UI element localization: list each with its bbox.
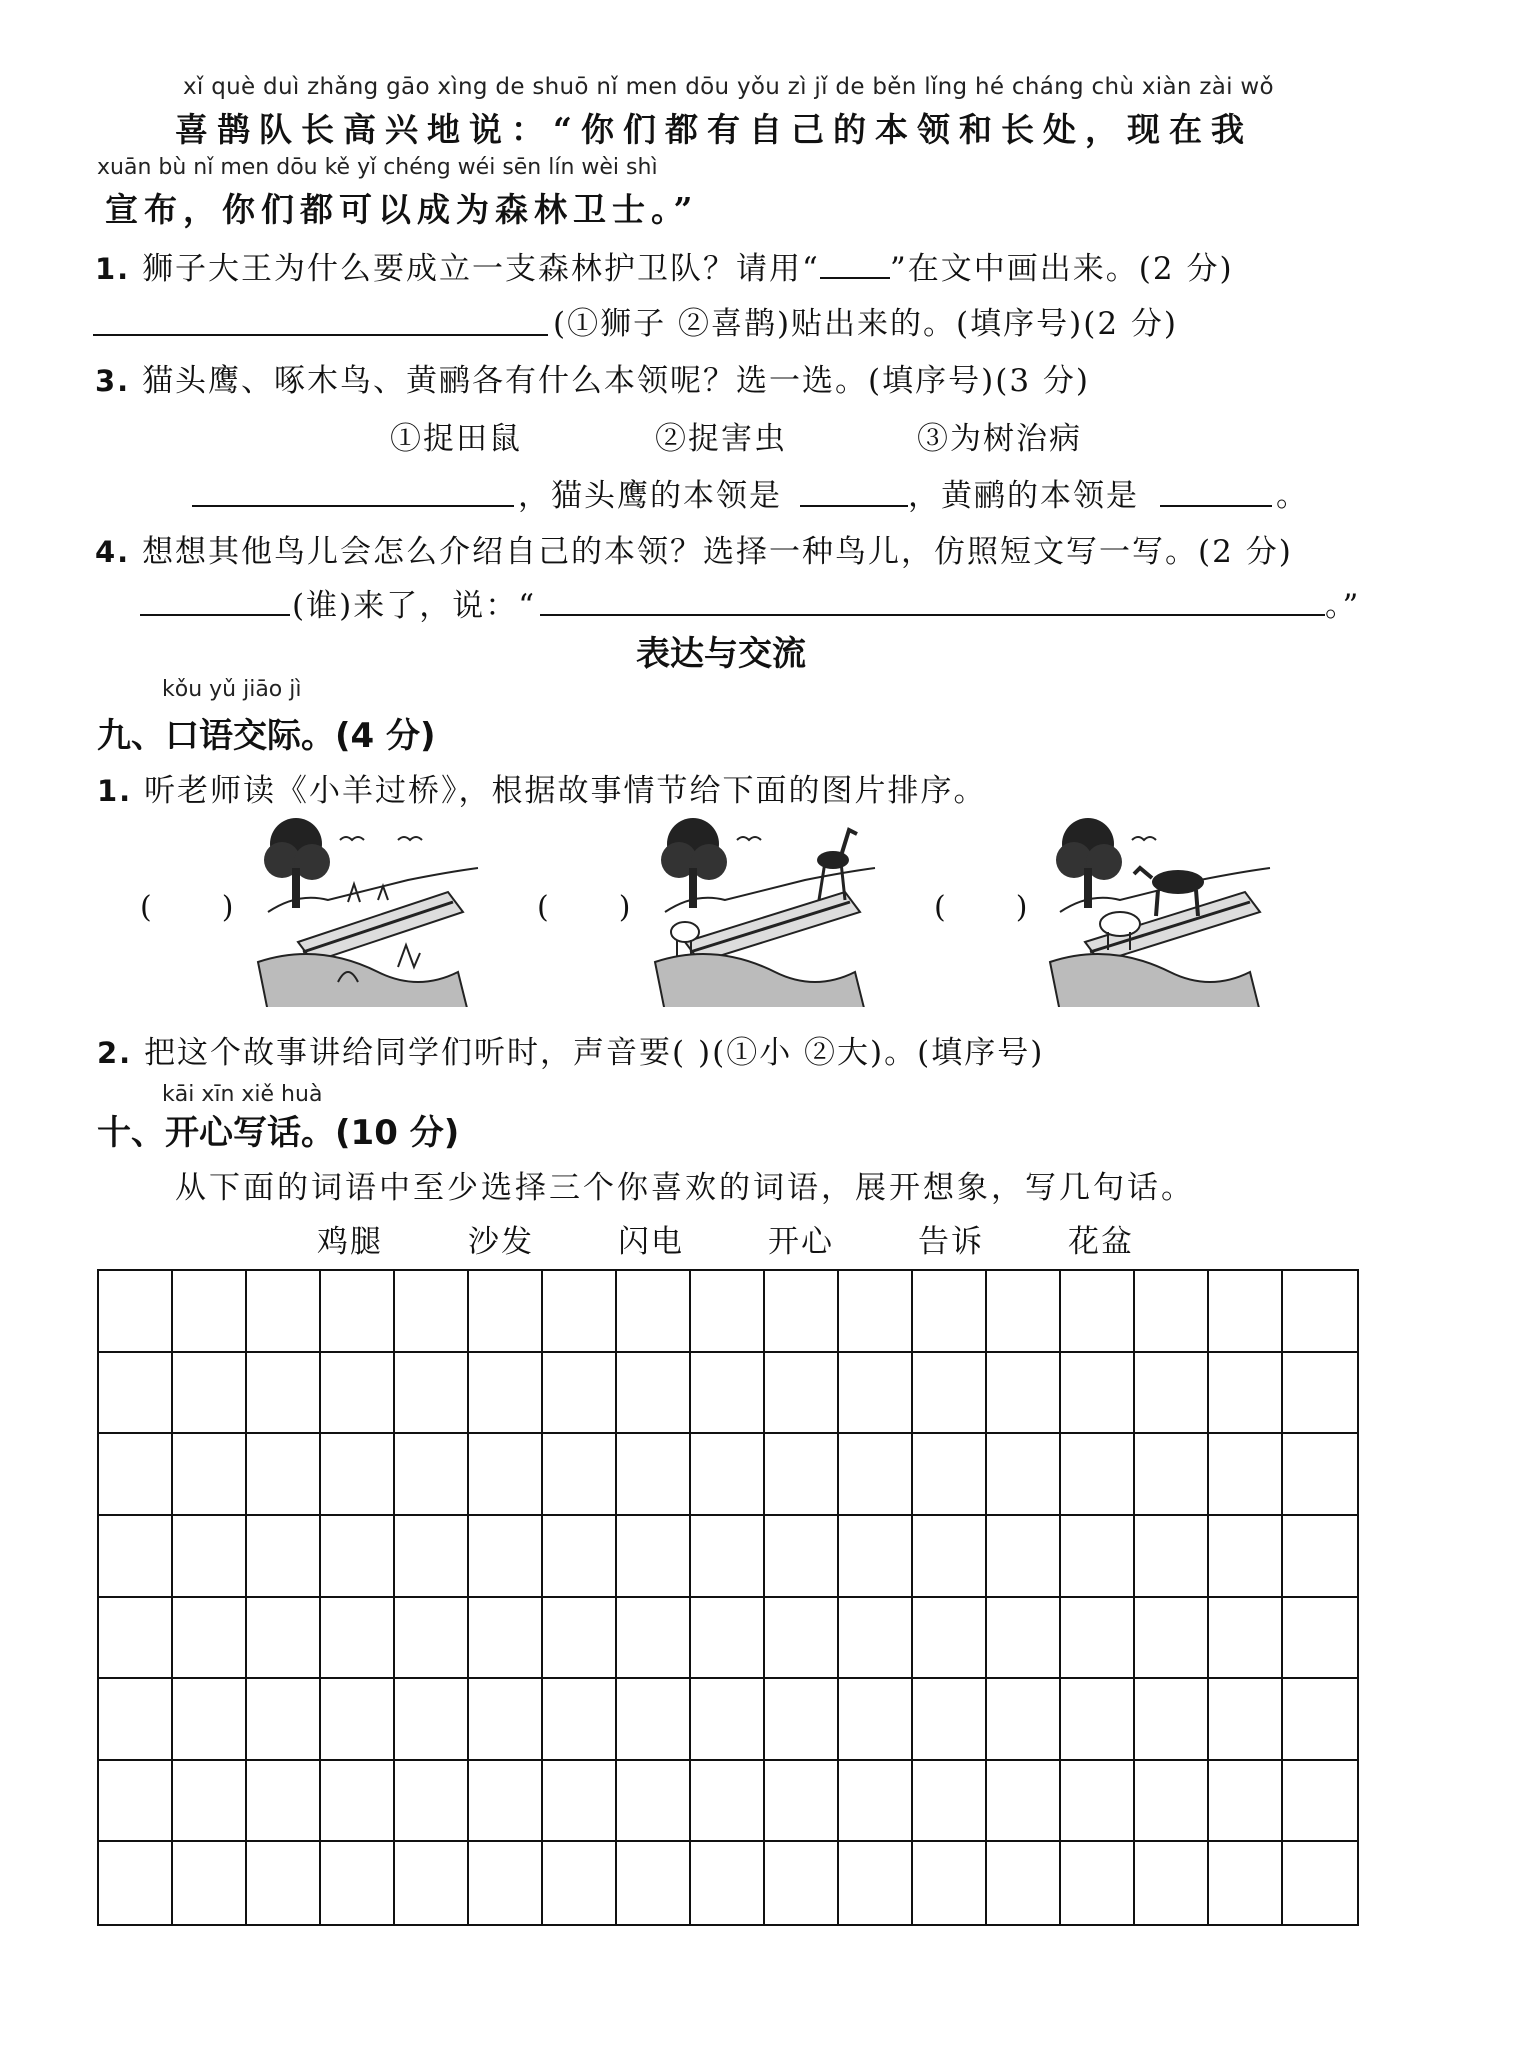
grid-cell[interactable]	[99, 1353, 173, 1435]
section-9-q2-number: 2.	[97, 1036, 133, 1070]
grid-cell[interactable]	[99, 1516, 173, 1598]
answer-label-oriole: ，黄鹂的本领是	[908, 478, 1139, 514]
grid-cell[interactable]	[987, 1761, 1061, 1843]
grid-cell[interactable]	[987, 1434, 1061, 1516]
grid-cell[interactable]	[765, 1516, 839, 1598]
grid-cell[interactable]	[173, 1842, 247, 1924]
section-9-q2-text: 把这个故事讲给同学们听时，声音要( )(①小 ②大)。(填序号)	[144, 1035, 1045, 1071]
grid-cell[interactable]	[913, 1434, 987, 1516]
word-chicken-leg: 鸡腿	[317, 1224, 383, 1260]
grid-cell[interactable]	[469, 1842, 543, 1924]
grid-cell[interactable]	[247, 1434, 321, 1516]
section-10-title: 十、开心写话。(10 分)	[97, 1113, 460, 1153]
grid-cell[interactable]	[173, 1598, 247, 1680]
order-blank-1[interactable]: ( )	[140, 890, 234, 925]
grid-cell[interactable]	[1283, 1434, 1357, 1516]
grid-cell[interactable]	[173, 1434, 247, 1516]
grid-cell[interactable]	[987, 1516, 1061, 1598]
grid-cell[interactable]	[839, 1598, 913, 1680]
grid-cell[interactable]	[913, 1353, 987, 1435]
grid-cell[interactable]	[1209, 1516, 1283, 1598]
grid-cell[interactable]	[913, 1598, 987, 1680]
grid-cell[interactable]	[321, 1679, 395, 1761]
question-3-text: 猫头鹰、啄木鸟、黄鹂各有什么本领呢？选一选。(填序号)(3 分)	[142, 363, 1091, 399]
grid-cell[interactable]	[321, 1271, 395, 1353]
grid-cell[interactable]	[1061, 1271, 1135, 1353]
question-2-text: (①狮子 ②喜鹊)贴出来的。(填序号)(2 分)	[553, 306, 1178, 342]
grid-cell[interactable]	[1283, 1679, 1357, 1761]
answer-blank-woodpecker[interactable]	[192, 505, 514, 507]
grid-cell[interactable]	[1061, 1516, 1135, 1598]
grid-cell[interactable]	[691, 1516, 765, 1598]
grid-cell[interactable]	[765, 1434, 839, 1516]
grid-cell[interactable]	[1283, 1271, 1357, 1353]
grid-cell[interactable]	[543, 1271, 617, 1353]
grid-cell[interactable]	[1209, 1842, 1283, 1924]
grid-cell[interactable]	[469, 1271, 543, 1353]
grid-cell[interactable]	[617, 1598, 691, 1680]
writing-grid[interactable]	[97, 1269, 1359, 1926]
grid-cell[interactable]	[1061, 1434, 1135, 1516]
grid-cell[interactable]	[1283, 1761, 1357, 1843]
grid-cell[interactable]	[987, 1679, 1061, 1761]
grid-cell[interactable]	[247, 1516, 321, 1598]
grid-cell[interactable]	[543, 1516, 617, 1598]
grid-cell[interactable]	[691, 1271, 765, 1353]
question-1	[95, 243, 1234, 288]
section-10-pinyin: kāi xīn xiě huà	[162, 1082, 323, 1107]
grid-cell[interactable]	[1283, 1842, 1357, 1924]
grid-cell[interactable]	[469, 1679, 543, 1761]
grid-cell[interactable]	[1135, 1353, 1209, 1435]
answer-blank-q2[interactable]	[93, 334, 548, 336]
grid-cell[interactable]	[987, 1598, 1061, 1680]
grid-cell[interactable]	[99, 1842, 173, 1924]
grid-cell[interactable]	[1283, 1516, 1357, 1598]
grid-cell[interactable]	[173, 1353, 247, 1435]
grid-cell[interactable]	[247, 1761, 321, 1843]
section-9-q2	[97, 1027, 1044, 1072]
grid-cell[interactable]	[913, 1842, 987, 1924]
grid-cell[interactable]	[247, 1679, 321, 1761]
grid-cell[interactable]	[839, 1679, 913, 1761]
grid-cell[interactable]	[247, 1353, 321, 1435]
grid-cell[interactable]	[99, 1761, 173, 1843]
pinyin-line-1: xǐ què duì zhǎng gāo xìng de shuō nǐ men dōu yǒu zì jǐ de běn lǐng hé cháng chù xiàn zài wǒ	[183, 74, 1274, 100]
grid-cell[interactable]	[987, 1353, 1061, 1435]
grid-cell[interactable]	[765, 1271, 839, 1353]
question-4-text: 想想其他鸟儿会怎么介绍自己的本领？选择一种鸟儿，仿照短文写一写。(2 分)	[142, 534, 1293, 570]
word-flowerpot: 花盆	[1068, 1224, 1134, 1260]
grid-cell[interactable]	[469, 1353, 543, 1435]
grid-cell[interactable]	[1283, 1353, 1357, 1435]
grid-cell[interactable]	[839, 1434, 913, 1516]
grid-cell[interactable]	[99, 1679, 173, 1761]
question-1-text-a: 狮子大王为什么要成立一支森林护卫队？请用“	[142, 251, 820, 287]
grid-cell[interactable]	[469, 1761, 543, 1843]
grid-cell[interactable]	[173, 1516, 247, 1598]
grid-cell[interactable]	[469, 1516, 543, 1598]
grid-cell[interactable]	[543, 1679, 617, 1761]
grid-cell[interactable]	[691, 1598, 765, 1680]
grid-cell[interactable]	[691, 1353, 765, 1435]
story-picture-1	[248, 812, 503, 1007]
grid-cell[interactable]	[1209, 1353, 1283, 1435]
grid-cell[interactable]	[1209, 1679, 1283, 1761]
answer-end-mark: 。	[1276, 478, 1309, 514]
grid-cell[interactable]	[321, 1761, 395, 1843]
grid-cell[interactable]	[395, 1353, 469, 1435]
section-9-pinyin: kǒu yǔ jiāo jì	[162, 677, 302, 702]
section-9-q1	[97, 765, 987, 810]
grid-cell[interactable]	[321, 1842, 395, 1924]
grid-cell[interactable]	[1061, 1761, 1135, 1843]
grid-cell[interactable]	[765, 1353, 839, 1435]
grid-cell[interactable]	[765, 1761, 839, 1843]
answer-label-owl: ，猫头鹰的本领是	[518, 478, 782, 514]
story-picture-3	[1040, 812, 1295, 1007]
grid-cell[interactable]	[1209, 1271, 1283, 1353]
grid-cell[interactable]	[987, 1842, 1061, 1924]
grid-cell[interactable]	[395, 1598, 469, 1680]
grid-cell[interactable]	[321, 1434, 395, 1516]
grid-cell[interactable]	[395, 1271, 469, 1353]
order-blank-3[interactable]: ( )	[934, 890, 1028, 925]
grid-cell[interactable]	[1061, 1353, 1135, 1435]
grid-cell[interactable]	[617, 1842, 691, 1924]
grid-cell[interactable]	[1061, 1842, 1135, 1924]
answer-blank-owl[interactable]	[800, 505, 908, 507]
grid-cell[interactable]	[1135, 1761, 1209, 1843]
grid-cell[interactable]	[617, 1271, 691, 1353]
question-1-text-b: ”在文中画出来。(2 分)	[889, 251, 1234, 287]
grid-cell[interactable]	[691, 1679, 765, 1761]
grid-cell[interactable]	[617, 1434, 691, 1516]
passage-line-2: 宣布，你们都可以成为森林卫士。”	[105, 190, 699, 229]
question-4	[95, 526, 1293, 571]
grid-cell[interactable]	[913, 1271, 987, 1353]
grid-cell[interactable]	[1135, 1598, 1209, 1680]
grid-cell[interactable]	[1283, 1598, 1357, 1680]
grid-cell[interactable]	[1209, 1434, 1283, 1516]
grid-cell[interactable]	[839, 1842, 913, 1924]
grid-cell[interactable]	[1209, 1598, 1283, 1680]
story-picture-2	[645, 812, 900, 1007]
grid-cell[interactable]	[543, 1353, 617, 1435]
question-4-line-end: 。”	[1325, 588, 1361, 624]
grid-cell[interactable]	[1135, 1271, 1209, 1353]
grid-cell[interactable]	[395, 1842, 469, 1924]
grid-cell[interactable]	[913, 1516, 987, 1598]
grid-cell[interactable]	[1135, 1516, 1209, 1598]
grid-cell[interactable]	[913, 1679, 987, 1761]
grid-cell[interactable]	[543, 1598, 617, 1680]
grid-cell[interactable]	[617, 1353, 691, 1435]
word-tell: 告诉	[918, 1224, 984, 1260]
grid-cell[interactable]	[765, 1598, 839, 1680]
grid-cell[interactable]	[765, 1679, 839, 1761]
option-2: ②捉害虫	[655, 421, 787, 457]
grid-cell[interactable]	[1209, 1761, 1283, 1843]
grid-cell[interactable]	[99, 1598, 173, 1680]
grid-cell[interactable]	[321, 1353, 395, 1435]
grid-cell[interactable]	[839, 1353, 913, 1435]
section-title: 表达与交流	[636, 634, 806, 674]
answer-blank-oriole[interactable]	[1160, 505, 1272, 507]
grid-cell[interactable]	[1135, 1679, 1209, 1761]
grid-cell[interactable]	[543, 1761, 617, 1843]
section-9-q1-number: 1.	[97, 774, 133, 808]
grid-cell[interactable]	[99, 1434, 173, 1516]
grid-cell[interactable]	[99, 1271, 173, 1353]
grid-cell[interactable]	[617, 1516, 691, 1598]
question-4-number: 4.	[95, 535, 131, 569]
grid-cell[interactable]	[395, 1679, 469, 1761]
grid-cell[interactable]	[691, 1761, 765, 1843]
question-1-number: 1.	[95, 252, 131, 286]
passage-line-1: 喜鹊队长高兴地说：“你们都有自己的本领和长处，现在我	[175, 110, 1253, 149]
grid-cell[interactable]	[395, 1761, 469, 1843]
option-1: ①捉田鼠	[390, 421, 522, 457]
grid-cell[interactable]	[543, 1842, 617, 1924]
grid-cell[interactable]	[1135, 1842, 1209, 1924]
underline-sample	[820, 251, 890, 279]
grid-cell[interactable]	[543, 1434, 617, 1516]
question-3-number: 3.	[95, 364, 131, 398]
section-9-q1-text: 听老师读《小羊过桥》，根据故事情节给下面的图片排序。	[144, 773, 987, 809]
word-happy: 开心	[768, 1224, 834, 1260]
answer-blank-bird[interactable]	[140, 614, 290, 616]
pinyin-line-2: xuān bù nǐ men dōu kě yǐ chéng wéi sēn lín wèi shì	[97, 155, 658, 180]
grid-cell[interactable]	[839, 1271, 913, 1353]
grid-cell[interactable]	[617, 1761, 691, 1843]
grid-cell[interactable]	[839, 1516, 913, 1598]
grid-cell[interactable]	[247, 1842, 321, 1924]
grid-cell[interactable]	[1061, 1679, 1135, 1761]
grid-cell[interactable]	[1135, 1434, 1209, 1516]
order-blank-2[interactable]: ( )	[537, 890, 631, 925]
grid-cell[interactable]	[691, 1842, 765, 1924]
grid-cell[interactable]	[469, 1598, 543, 1680]
grid-cell[interactable]	[469, 1434, 543, 1516]
question-3	[95, 355, 1090, 400]
word-lightning: 闪电	[618, 1224, 684, 1260]
grid-cell[interactable]	[395, 1434, 469, 1516]
grid-cell[interactable]	[765, 1842, 839, 1924]
grid-cell[interactable]	[173, 1271, 247, 1353]
grid-cell[interactable]	[321, 1598, 395, 1680]
grid-cell[interactable]	[839, 1761, 913, 1843]
grid-cell[interactable]	[1061, 1598, 1135, 1680]
section-9-title: 九、口语交际。(4 分)	[97, 716, 436, 756]
grid-cell[interactable]	[691, 1434, 765, 1516]
grid-cell[interactable]	[247, 1598, 321, 1680]
question-4-line-mid: (谁)来了，说：“	[292, 588, 537, 624]
grid-cell[interactable]	[247, 1271, 321, 1353]
answer-blank-speech[interactable]	[540, 614, 1325, 616]
word-sofa: 沙发	[468, 1224, 534, 1260]
grid-cell[interactable]	[173, 1761, 247, 1843]
grid-cell[interactable]	[913, 1761, 987, 1843]
section-10-instruction: 从下面的词语中至少选择三个你喜欢的词语，展开想象，写几句话。	[175, 1170, 1195, 1206]
grid-cell[interactable]	[617, 1679, 691, 1761]
option-3: ③为树治病	[917, 421, 1082, 457]
grid-cell[interactable]	[321, 1516, 395, 1598]
grid-cell[interactable]	[987, 1271, 1061, 1353]
grid-cell[interactable]	[173, 1679, 247, 1761]
grid-cell[interactable]	[395, 1516, 469, 1598]
